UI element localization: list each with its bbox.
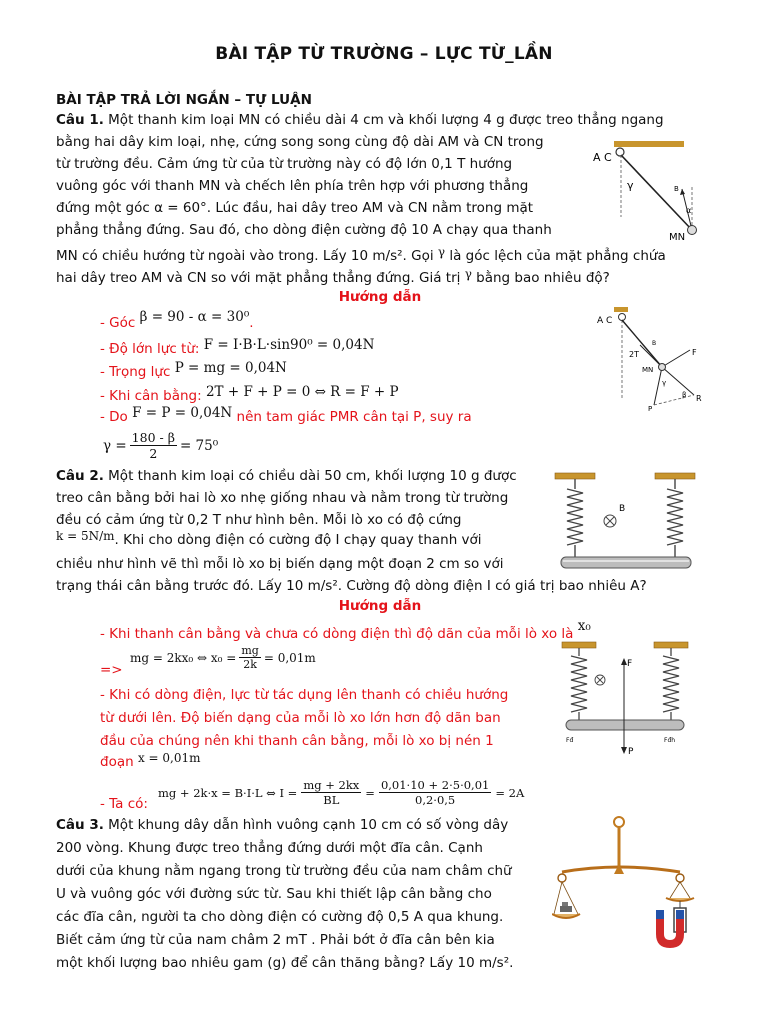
g-text: nên tam giác PMR cân tại P, suy ra: [236, 409, 472, 425]
q3-line-2: 200 vòng. Khung được treo thẳng đứng dưới một đĩa cân. Cạnh: [56, 840, 483, 856]
spring-left: [567, 479, 583, 557]
q1-line-8: [56, 264, 704, 290]
weights: [562, 902, 568, 906]
q2-guide-4: từ dưới lên. Độ biến dạng của mỗi lò xo lớn hơn độ dãn ban: [100, 710, 501, 726]
figure-q2-setup: [553, 471, 701, 579]
ceiling-bar: [614, 307, 628, 312]
q3-line-6: Biết cảm ứng từ của nam châm 2 mT . Phải bớt ở đĩa cân bên kia: [56, 932, 495, 948]
f-part: = 75⁰: [179, 437, 219, 454]
beta-formula: β = 90 - α = 30⁰: [139, 309, 250, 325]
f-part: γ =: [103, 437, 127, 454]
q1-guide-heading: Hướng dẫn: [338, 289, 422, 305]
r-arrow: [662, 367, 694, 395]
q1-text-7b: là góc lệch của mặt phẳng chứa: [449, 248, 666, 264]
g-text: đoạn: [100, 754, 134, 770]
g-text: - Do: [100, 409, 128, 425]
q1-text-8a: hai dây treo AM và CN so với mặt phẳng thẳng đứng. Giá trị: [56, 270, 461, 286]
metal-bar: [566, 720, 684, 730]
hook-left: [558, 874, 566, 882]
f-arrow: [662, 350, 690, 367]
q1-line-1: [56, 110, 704, 132]
ceiling-bar: [614, 141, 684, 147]
magnet-pole-s: [676, 910, 684, 919]
q1-guide-3: [100, 362, 287, 384]
x0-symbol: x₀: [577, 618, 591, 634]
q3-line-1: [56, 815, 538, 837]
label: MN: [642, 366, 654, 374]
numerator: mg + 2kx: [303, 778, 360, 792]
spring-constant-formula: k = 5N/m: [56, 529, 115, 543]
label: F: [627, 659, 633, 669]
q2-guide-7: - Ta có:: [100, 796, 148, 812]
p-arrow: [654, 367, 662, 405]
q2-line-5: chiều như hình vẽ thì mỗi lò xo bị biến dạng một đoạn 2 cm so với: [56, 556, 504, 572]
hook: [619, 314, 626, 321]
q2-line-1: [56, 466, 544, 488]
denominator: 2k: [243, 658, 257, 671]
f-part: = 2A: [495, 785, 525, 800]
arrow-head: [680, 189, 685, 195]
label: F: [692, 348, 697, 357]
g-text: - Khi cân bằng:: [100, 388, 202, 404]
q2-guide-1: [100, 618, 591, 646]
q2-guide-5: đầu của chúng nên khi thanh cân bằng, mỗi lò xo bị nén 1: [100, 733, 494, 749]
pan-right: [666, 898, 694, 901]
figure-q1-solution: [592, 305, 712, 417]
numerator: mg: [241, 644, 259, 657]
fraction: [239, 644, 260, 671]
gamma-symbol: γ: [437, 245, 446, 259]
g-text: - Trọng lực: [100, 364, 171, 380]
pan-left: [552, 914, 580, 918]
weight-formula: P = mg = 0,04N: [174, 360, 287, 376]
label: A C: [593, 151, 612, 164]
f-part: = 0,01m: [263, 650, 316, 665]
q1-guide-5: [100, 407, 472, 429]
q1-guide-1: [100, 309, 254, 335]
dashed: [654, 395, 694, 405]
compression-formula: x = 0,01m: [137, 751, 201, 765]
label: P: [648, 405, 653, 413]
spring-right: [667, 479, 683, 557]
hook: [616, 148, 624, 156]
q3-line-3: dưới của khung nằm ngang trong từ trường đều của nam châm chữ: [56, 863, 512, 879]
label: A C: [597, 316, 613, 326]
q1-label: Câu 1.: [56, 112, 104, 128]
g-text: - Góc: [100, 315, 136, 331]
q2-line-3: đều có cảm ứng từ 0,2 T như hình bên. Mỗi lò xo có độ cứng: [56, 512, 462, 528]
equilibrium-formula: 2T + F + P = 0 ⇔ R = F + P: [205, 384, 399, 400]
section-heading: BÀI TẬP TRẢ LỜI NGẮN – TỰ LUẬN: [56, 92, 312, 108]
current-formula: mg + 2k·x = B·I·L ⇔ I = $\frac{mg + 2kx}{BL}$ = $\frac{0,01\cdot 10 + 2\cdot 5\cdot 0,01}{0,2\cdot 0,5}$ = 2A: [158, 778, 525, 807]
q1-line-4: vuông góc với thanh MN và chếch lên phía trên hợp với phương thẳng: [56, 178, 529, 194]
metal-bar: [561, 557, 691, 568]
label: P: [628, 747, 634, 757]
magnetic-force-formula: F = I·B·L·sin90⁰ = 0,04N: [203, 337, 375, 353]
hook-right: [676, 874, 684, 882]
rod-end: [659, 364, 666, 371]
q1-line-2: bằng hai dây kim loại, nhẹ, cứng song song cùng độ dài AM và CN trong: [56, 134, 544, 150]
denominator: 0,2·0,5: [415, 793, 456, 807]
support-left: [562, 642, 596, 648]
label: γ: [662, 379, 667, 387]
g-text: - Khi thanh cân bằng và chưa có dòng điện thì độ dãn của mỗi lò xo là: [100, 626, 574, 642]
pan-string: [670, 882, 680, 898]
q3-label: Câu 3.: [56, 817, 104, 833]
q2-guide-6: [100, 752, 201, 774]
label: γ: [627, 179, 634, 192]
pan-string: [680, 882, 690, 898]
q1-line-5: đứng một góc α = 60°. Lúc đầu, hai dây treo AM và CN nằm trong mặt: [56, 200, 534, 216]
magnet-pole-n: [656, 910, 664, 919]
label: α: [686, 206, 692, 215]
support-right: [654, 642, 688, 648]
q1-text-1: Một thanh kim loại MN có chiều dài 4 cm và khối lượng 4 g được treo thẳng ngang: [108, 112, 664, 128]
label: Fđh: [664, 737, 676, 744]
hanger-ring: [614, 817, 624, 827]
q2-text-1: Một thanh kim loại có chiều dài 50 cm, khối lượng 10 g được: [108, 468, 517, 484]
spring-left: [571, 648, 587, 720]
q3-line-7: một khối lượng bao nhiêu gam (g) để cân thăng bằng? Lấy 10 m/s².: [56, 955, 514, 971]
fraction: [379, 778, 491, 807]
q1-guide-2: [100, 339, 374, 361]
arrow-head: [621, 747, 627, 754]
equal-forces-formula: F = P = 0,04N: [132, 405, 233, 421]
q3-line-4: U và vuông góc với đường sức từ. Sau khi thiết lập cân bằng cho: [56, 886, 492, 902]
numerator: 0,01·10 + 2·5·0,01: [380, 778, 490, 792]
label: R: [696, 394, 702, 403]
label: B: [652, 340, 657, 347]
g-text: - Độ lớn lực từ:: [100, 341, 200, 357]
label: 2T: [629, 350, 639, 359]
denominator: 2: [149, 446, 158, 461]
fraction: [301, 778, 361, 807]
q1-text-7a: MN có chiều hướng từ ngoài vào trong. Lấy 10 m/s². Gọi: [56, 248, 434, 264]
q2-label: Câu 2.: [56, 468, 104, 484]
q1-line-3: từ trường đều. Cảm ứng từ của từ trường này có độ lớn 0,1 T hướng: [56, 156, 513, 172]
t-arrow: [640, 345, 662, 367]
q2-guide-heading: Hướng dẫn: [338, 598, 422, 614]
label: β: [682, 391, 687, 399]
x0-formula: [130, 644, 316, 671]
support-left: [555, 473, 595, 479]
label: B: [619, 504, 626, 514]
q2-text-4: . Khi cho dòng điện có cường độ I chạy quay thanh với: [114, 532, 482, 548]
rod-end: [688, 226, 697, 235]
page-title: BÀI TẬP TỪ TRƯỜNG – LỰC TỪ_LẦN: [215, 44, 553, 64]
q1-text-8b: bằng bao nhiêu độ?: [476, 270, 610, 286]
gamma-symbol: γ: [464, 267, 472, 281]
label: Fđ: [566, 737, 574, 744]
support-right: [655, 473, 695, 479]
q2-guide-2: =>: [100, 662, 123, 678]
label: B: [674, 185, 679, 193]
numerator: 180 - β: [131, 430, 175, 445]
figure-q2-solution: [560, 640, 690, 760]
figure-q1-setup: [590, 137, 712, 245]
fraction: [130, 430, 177, 461]
q2-guide-3: - Khi có dòng điện, lực từ tác dụng lên thanh có chiều hướng: [100, 687, 509, 703]
f-part: mg + 2k·x = B·I·L ⇔ I =: [158, 785, 298, 800]
label: MN: [669, 232, 686, 243]
f-part: mg = 2kx₀ ⇔ x₀ =: [130, 650, 237, 665]
q1-line-6: phẳng thẳng đứng. Sau đó, cho dòng điện cường độ 10 A chạy qua thanh: [56, 222, 552, 238]
q3-text-1: Một khung dây dẫn hình vuông cạnh 10 cm có số vòng dây: [108, 817, 509, 833]
g-dot: .: [249, 315, 254, 331]
weights: [560, 906, 572, 912]
q3-line-5: các đĩa cân, người ta cho dòng điện có cường độ 0,5 A qua khung.: [56, 909, 504, 925]
pivot: [614, 864, 624, 874]
q2-line-4: [56, 530, 544, 552]
q2-line-2: treo cân bằng bởi hai lò xo nhẹ giống nhau và nằm trong từ trường: [56, 490, 509, 506]
denominator: BL: [323, 793, 340, 807]
gamma-result-formula: [103, 430, 218, 461]
spring-right: [663, 648, 679, 720]
figure-q3-balance: [552, 812, 702, 950]
q2-line-6: trạng thái cân bằng trước đó. Lấy 10 m/s². Cường độ dòng điện I có giá trị bao nhiêu A?: [56, 578, 647, 594]
